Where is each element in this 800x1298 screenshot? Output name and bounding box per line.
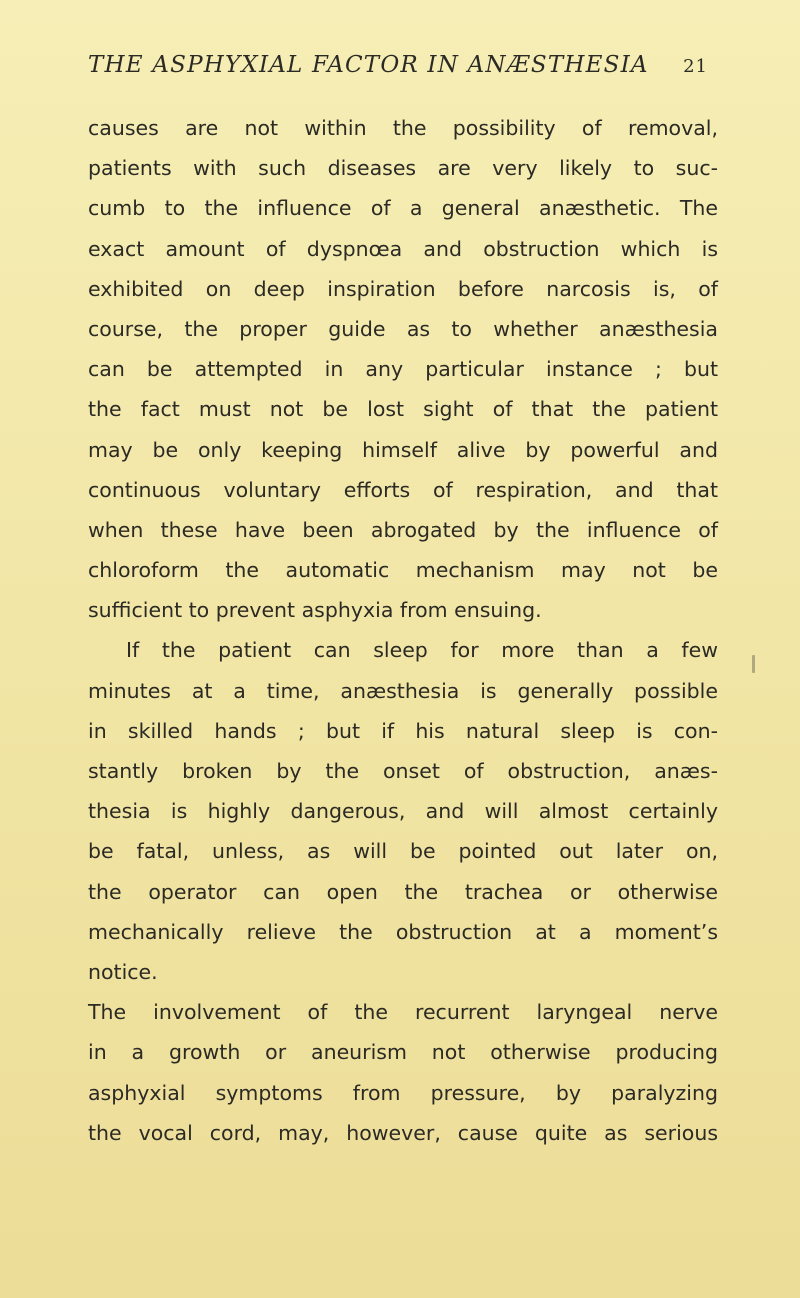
text-line: If the patient can sleep for more than a few	[126, 638, 718, 663]
text-line: exhibited on deep inspiration before narcosis is, of	[88, 276, 718, 301]
page-number: 21	[683, 56, 708, 77]
text-line: thesia is highly dangerous, and will almost certainly	[88, 799, 718, 824]
text-line: asphyxial symptoms from pressure, by paralyzing	[88, 1080, 718, 1105]
text-line: be fatal, unless, as will be pointed out later on,	[88, 839, 718, 864]
text-line: course, the proper guide as to whether anæsthesia	[88, 316, 718, 341]
text-line: the fact must not be lost sight of that the patient	[88, 397, 718, 422]
text-line: when these have been abrogated by the influence of	[88, 517, 718, 542]
text-line: can be attempted in any particular instance ; but	[88, 357, 718, 382]
running-head	[88, 52, 728, 92]
text-line: exact amount of dyspnœa and obstruction which is	[88, 236, 718, 261]
text-line: mechanically relieve the obstruction at a moment’s	[88, 919, 718, 944]
margin-mark	[752, 655, 755, 673]
text-line: The involvement of the recurrent laryngeal nerve	[88, 1000, 718, 1025]
text-line: minutes at a time, anæsthesia is generally possible	[88, 678, 718, 703]
text-line: the vocal cord, may, however, cause quite as serious	[88, 1120, 718, 1145]
body-text	[88, 108, 718, 1153]
text-line: causes are not within the possibility of removal,	[88, 116, 718, 140]
text-line: sufficient to prevent asphyxia from ensuing.	[88, 598, 542, 623]
text-line: continuous voluntary efforts of respiration, and that	[88, 477, 718, 502]
text-line: in skilled hands ; but if his natural sleep is con-	[88, 718, 718, 743]
text-line: notice.	[88, 959, 158, 984]
text-line: stantly broken by the onset of obstruction, anæs-	[88, 759, 718, 783]
text-line: patients with such diseases are very likely to suc-	[88, 156, 718, 181]
text-line: the operator can open the trachea or otherwise	[88, 879, 718, 904]
text-line: cumb to the influence of a general anæsthetic. The	[88, 196, 718, 221]
text-line: may be only keeping himself alive by powerful and	[88, 437, 718, 462]
running-head-title: THE ASPHYXIAL FACTOR IN ANÆSTHESIA	[88, 52, 649, 78]
text-line: in a growth or aneurism not otherwise producing	[88, 1040, 718, 1065]
text-line: chloroform the automatic mechanism may not be	[88, 558, 718, 583]
